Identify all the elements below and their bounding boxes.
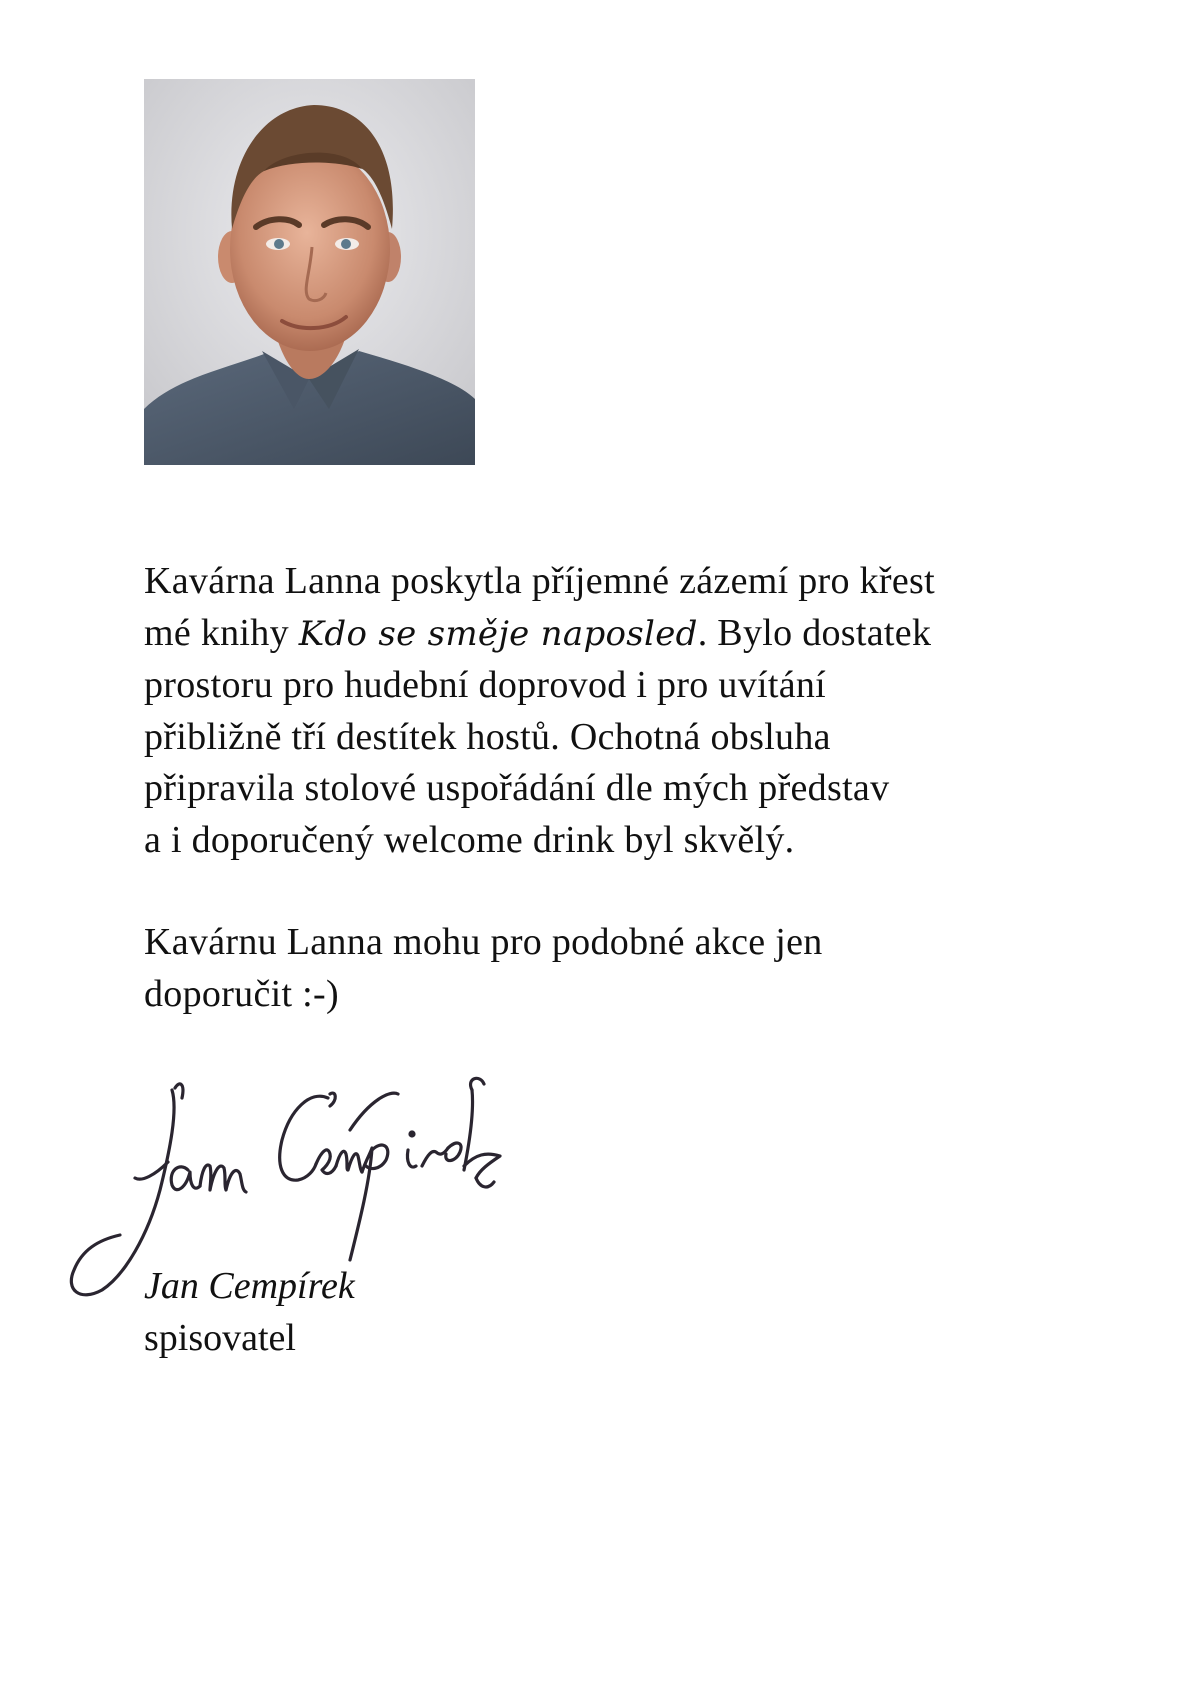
letter-body [144, 556, 1144, 1020]
p1-line-2-after: . Bylo dostatek [697, 611, 932, 654]
signer-role: spisovatel [144, 1317, 296, 1359]
p1-line-2-before: mé knihy [144, 611, 299, 654]
p1-line-3: prostoru pro hudební doprovod i pro uvítání [144, 664, 827, 706]
signer-name: Jan Cempírek [144, 1265, 355, 1307]
p2-line-1: Kavárnu Lanna mohu pro podobné akce jen [144, 921, 823, 963]
p1-line-1: Kavárna Lanna poskytla příjemné zázemí pro křest [144, 560, 935, 602]
p1-line-4: přibližně tří destítek hostů. Ochotná obsluha [144, 715, 831, 758]
author-portrait [144, 79, 475, 465]
paragraph-1 [144, 556, 1144, 866]
book-title: Kdo se směje naposled [298, 613, 698, 654]
paragraph-2 [144, 917, 1144, 1020]
p2-line-2: doporučit :-) [144, 972, 339, 1015]
p1-line-5: připravila stolové uspořádání dle mých představ [144, 767, 890, 809]
p1-line-6: a i doporučený welcome drink byl skvělý. [144, 818, 795, 861]
